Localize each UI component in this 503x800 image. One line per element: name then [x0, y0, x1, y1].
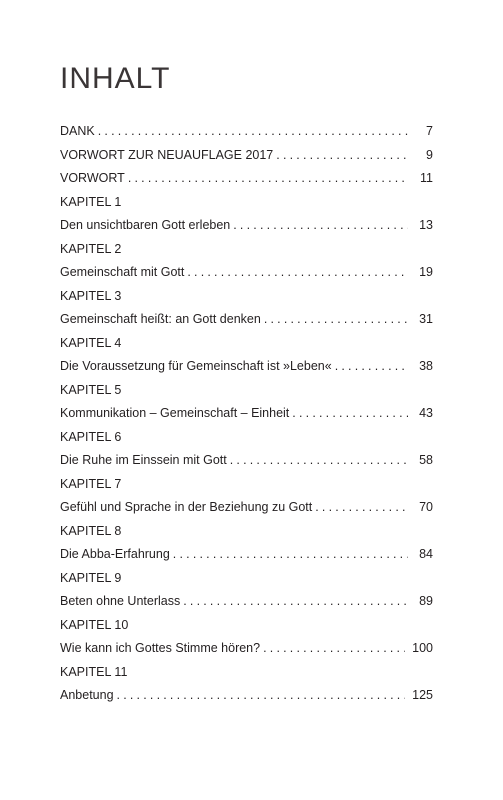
chapter-heading: KAPITEL 10 — [60, 617, 129, 632]
dot-leader — [335, 359, 408, 373]
toc-entry-chapter-7 — [60, 500, 433, 524]
toc-entry-label: Beten ohne Unterlass — [60, 594, 181, 608]
dot-leader — [187, 265, 408, 279]
toc-page-number: 43 — [419, 406, 433, 420]
chapter-heading: KAPITEL 11 — [60, 664, 128, 679]
toc-page-number: 125 — [412, 688, 433, 702]
toc-entry-vorwort — [60, 171, 433, 195]
toc-entry-chapter-6 — [60, 453, 433, 477]
dot-leader — [233, 218, 408, 232]
dot-leader — [276, 148, 408, 162]
toc-entry-chapter-3 — [60, 312, 433, 336]
toc-entry-label: DANK — [60, 124, 95, 138]
toc-page-number: 38 — [419, 359, 433, 373]
toc-entry-label: Den unsichtbaren Gott erleben — [60, 218, 231, 232]
dot-leader — [98, 124, 408, 138]
dot-leader — [230, 453, 408, 467]
toc-entry-chapter-10 — [60, 641, 433, 665]
table-of-contents — [60, 124, 433, 712]
toc-page-number: 100 — [412, 641, 433, 655]
dot-leader — [183, 594, 408, 608]
toc-page-number: 84 — [419, 547, 433, 561]
toc-entry-chapter-8 — [60, 547, 433, 571]
dot-leader — [263, 641, 405, 655]
chapter-heading: KAPITEL 7 — [60, 476, 122, 491]
toc-page-number: 31 — [419, 312, 433, 326]
toc-entry-label: VORWORT — [60, 171, 125, 185]
toc-entry-chapter-2 — [60, 265, 433, 289]
toc-entry-label: Wie kann ich Gottes Stimme hören? — [60, 641, 261, 655]
toc-entry-chapter-11 — [60, 688, 433, 712]
chapter-heading: KAPITEL 3 — [60, 288, 122, 303]
toc-page-number: 9 — [426, 147, 433, 162]
chapter-heading: KAPITEL 8 — [60, 523, 122, 538]
toc-page-number: 7 — [426, 124, 433, 138]
chapter-heading: KAPITEL 2 — [60, 241, 122, 256]
toc-entry-dank — [60, 124, 433, 148]
toc-page-number: 58 — [419, 453, 433, 467]
toc-entry-label: Kommunikation – Gemeinschaft – Einheit — [60, 406, 290, 420]
toc-page-number: 13 — [419, 218, 433, 232]
toc-entry-label: Gefühl und Sprache in der Beziehung zu Gott — [60, 500, 313, 514]
page-title: INHALT — [60, 62, 171, 95]
toc-entry-label: Die Voraussetzung für Gemeinschaft ist »Leben« — [60, 359, 332, 373]
dot-leader — [315, 500, 408, 514]
toc-entry-chapter-5 — [60, 406, 433, 430]
dot-leader — [292, 406, 408, 420]
toc-page-number: 19 — [419, 265, 433, 279]
toc-entry-label: Die Ruhe im Einssein mit Gott — [60, 453, 227, 467]
toc-entry-chapter-1 — [60, 218, 433, 242]
chapter-heading: KAPITEL 6 — [60, 429, 122, 444]
chapter-heading: KAPITEL 4 — [60, 335, 122, 350]
toc-page-number: 70 — [419, 500, 433, 514]
dot-leader — [264, 312, 408, 326]
toc-entry-label: Anbetung — [60, 688, 114, 702]
dot-leader — [128, 171, 408, 185]
chapter-heading: KAPITEL 1 — [60, 194, 122, 209]
chapter-heading: KAPITEL 5 — [60, 382, 122, 397]
dot-leader — [173, 547, 408, 561]
toc-page-number: 11 — [420, 171, 433, 185]
chapter-list — [60, 195, 433, 712]
toc-entry-vorwort-neuauflage — [60, 148, 433, 172]
toc-entry-chapter-4 — [60, 359, 433, 383]
chapter-heading: KAPITEL 9 — [60, 570, 122, 585]
toc-entry-label: Gemeinschaft heißt: an Gott denken — [60, 312, 261, 326]
toc-page-number: 89 — [419, 594, 433, 608]
toc-entry-label: Die Abba-Erfahrung — [60, 547, 170, 561]
toc-entry-chapter-9 — [60, 594, 433, 618]
toc-entry-label: VORWORT ZUR NEUAUFLAGE 2017 — [60, 147, 274, 162]
toc-entry-label: Gemeinschaft mit Gott — [60, 265, 185, 279]
dot-leader — [117, 688, 406, 702]
